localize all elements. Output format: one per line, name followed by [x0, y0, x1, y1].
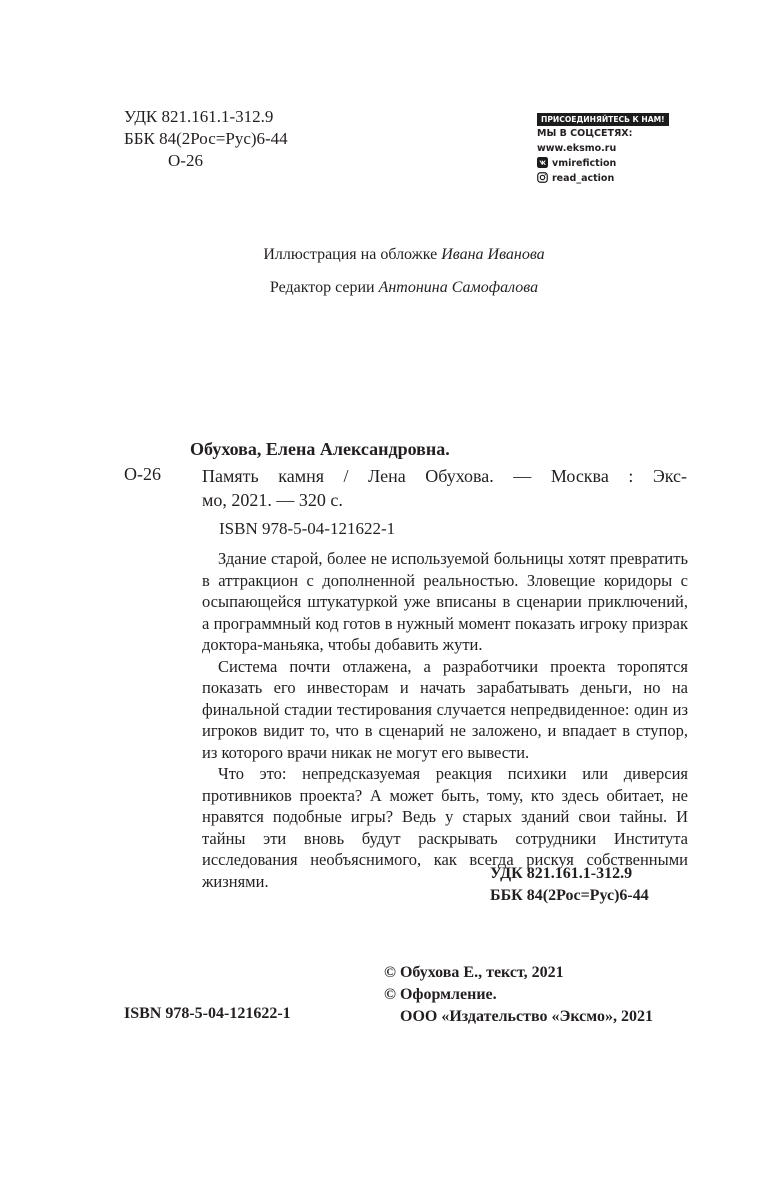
bbk-code: ББК 84(2Рос=Рус)6-44 [124, 129, 288, 148]
editor-name: Антонина Самофалова [378, 279, 539, 296]
vk-link[interactable] [537, 156, 687, 171]
social-label: МЫ В СОЦСЕТЯХ: [537, 128, 633, 139]
website-link[interactable]: www.eksmo.ru [537, 143, 617, 154]
vk-handle: vmirefiction [552, 158, 617, 169]
join-banner: ПРИСОЕДИНЯЙТЕСЬ К НАМ! [537, 113, 669, 126]
publisher: ООО «Издательство «Эксмо», 2021 [400, 1008, 653, 1025]
catalog-code: О-26 [124, 464, 161, 484]
editor-label: Редактор серии [269, 279, 375, 296]
copyright-text: © Обухова Е., текст, 2021 [384, 964, 564, 981]
author-sign: О-26 [168, 151, 203, 170]
catalog-title-line1: Память камня / Лена Обухова. — Москва : Экс- [202, 466, 687, 486]
illustrator-name: Ивана Иванова [441, 246, 545, 263]
header-classification [124, 106, 288, 172]
instagram-link[interactable] [537, 171, 687, 186]
bbk-code-bottom: ББК 84(2Рос=Рус)6-44 [490, 887, 649, 904]
copyright-block [384, 962, 653, 1028]
illustration-label: Иллюстрация на обложке [263, 246, 438, 263]
catalog-isbn: ISBN 978-5-04-121622-1 [219, 519, 396, 538]
editor-credit [0, 279, 768, 297]
udk-code-bottom: УДК 821.161.1-312.9 [490, 865, 633, 882]
illustration-credit [0, 246, 768, 264]
abstract-paragraph: Что это: непредсказуемая реакция психики или диверсия противников проекта? А может быть, тому, кто здесь обитает, не нравятся подобные игры? Ведь у старых зданий свои тайны. И тайны эти вновь будут раскрывать сотрудники Института исследования необъяснимого, как всегда рискуя собственными жизнями. [202, 764, 688, 891]
catalog-title-line2: мо, 2021. — 320 с. [202, 490, 343, 510]
classification-codes [490, 863, 649, 907]
social-block [537, 107, 687, 186]
vk-icon [537, 157, 548, 168]
abstract-paragraph: Система почти отлажена, а разработчики проекта торопятся показать его инвесторам и начать зарабатывать деньги, но на финальной стадии тестирования случается непредвиденное: один из игроков видит то, что в сценарий не заложено, и впадает в ступор, из которого врачи никак не могут его вывести. [202, 656, 688, 762]
abstract-paragraph: Здание старой, более не используемой больницы хотят превратить в аттракцион с дополненной реальностью. Зловещие коридоры с осыпающейся штукатуркой уже вписаны в сценарии приключений, а программный код готов в нужный момент показать игроку призрак доктора-маньяка, чтобы добавить жути. [202, 549, 688, 654]
instagram-handle: read_action [552, 173, 615, 184]
copyright-design: © Оформление. [384, 986, 497, 1003]
instagram-icon [537, 172, 548, 183]
udk-code: УДК 821.161.1-312.9 [124, 107, 274, 126]
abstract [202, 548, 688, 892]
catalog-author: Обухова, Елена Александровна. [190, 439, 450, 459]
isbn-footer: ISBN 978-5-04-121622-1 [124, 1005, 291, 1022]
